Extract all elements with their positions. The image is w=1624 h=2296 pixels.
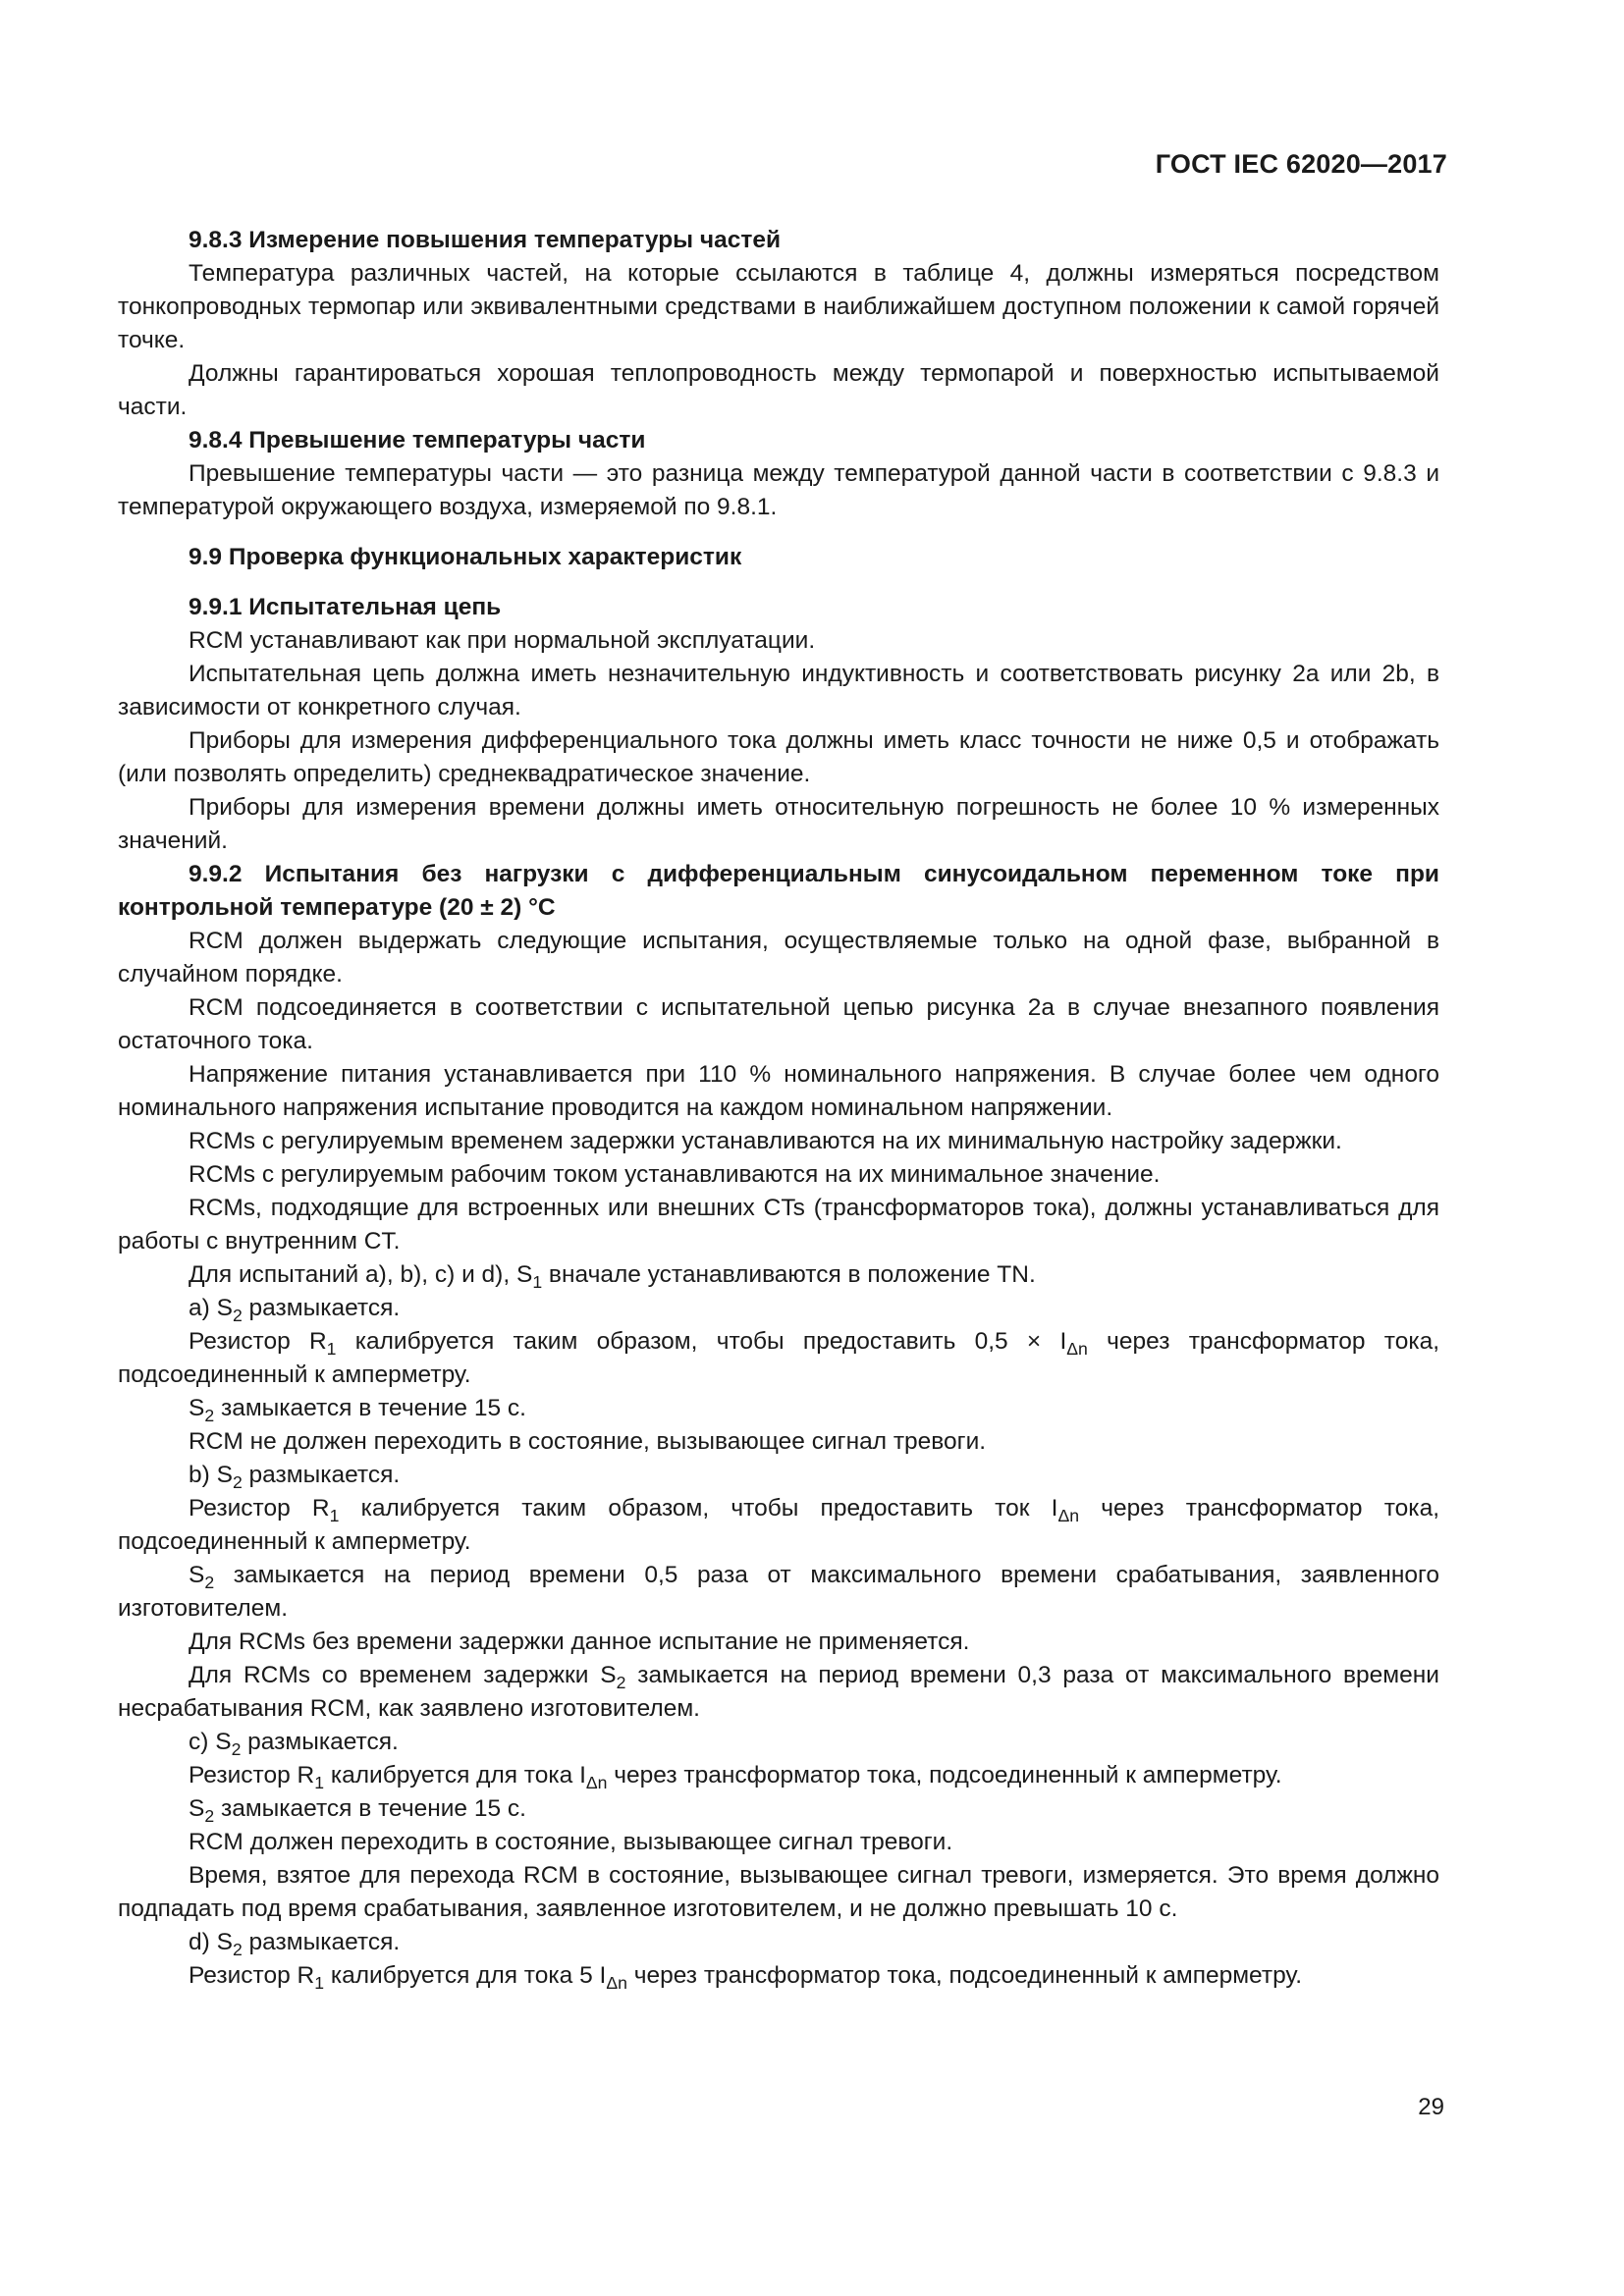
paragraph: Резистор $R_1$ калибруется для тока $I_{\Delta n}$ через трансформатор тока, подсоединенный к амперметру. bbox=[189, 1762, 1282, 1793]
paragraph: Резистор $R_1$ калибруется таким образом, чтобы предоставить ток $I_{\Delta n}$ через трансформатор тока, подсоединенный к амперметру. bbox=[118, 1495, 1439, 1555]
paragraph: Превышение температуры части — это разница между температурой данной части в соответствии с 9.8.3 и температурой окружающего воздуха, измеряемой по 9.8.1. bbox=[118, 460, 1439, 520]
list-item-d: d) $S_2$ размыкается. bbox=[189, 1929, 401, 1960]
paragraph: RCMs с регулируемым рабочим током устанавливаются на их минимальное значение. bbox=[189, 1161, 1161, 1188]
list-item-a: a) $S_2$ размыкается. bbox=[189, 1295, 401, 1326]
paragraph: Должны гарантироваться хорошая теплопроводность между термопарой и поверхностью испытываемой части. bbox=[118, 360, 1439, 420]
paragraph: $S_2$ замыкается в течение 15 с. bbox=[189, 1795, 526, 1827]
paragraph: Испытательная цепь должна иметь незначительную индуктивность и соответствовать рисунку 2a или 2b, в зависимости от конкретного случая. bbox=[118, 661, 1439, 721]
paragraph: RCMs с регулируемым временем задержки устанавливаются на их минимальную настройку задержки. bbox=[189, 1128, 1342, 1154]
paragraph: $S_2$ замыкается в течение 15 с. bbox=[189, 1395, 526, 1426]
heading-9-9-2: 9.9.2 Испытания без нагрузки с дифференциальным синусоидальном переменном токе при контрольной температуре (20 ± 2) °C bbox=[118, 861, 1439, 921]
paragraph: Резистор $R_1$ калибруется для тока 5 $I_{\Delta n}$ через трансформатор тока, подсоединенный к амперметру. bbox=[189, 1962, 1303, 1994]
paragraph: RCMs, подходящие для встроенных или внешних CTs (трансформаторов тока), должны устанавливаться для работы с внутренним CT. bbox=[118, 1195, 1439, 1255]
heading-9-8-4: 9.8.4 Превышение температуры части bbox=[189, 427, 646, 454]
paragraph: RCM подсоединяется в соответствии с испытательной цепью рисунка 2a в случае внезапного появления остаточного тока. bbox=[118, 994, 1439, 1054]
paragraph: Напряжение питания устанавливается при 110 % номинального напряжения. В случае более чем одного номинального напряжения испытание проводится на каждом номинальном напряжении. bbox=[118, 1061, 1439, 1121]
list-item-c: c) $S_2$ размыкается. bbox=[189, 1729, 399, 1760]
list-item-b: b) $S_2$ размыкается. bbox=[189, 1462, 401, 1493]
paragraph: RCM должен переходить в состояние, вызывающее сигнал тревоги. bbox=[189, 1829, 953, 1855]
paragraph: Приборы для измерения дифференциального тока должны иметь класс точности не ниже 0,5 и отображать (или позволять определить) среднеквадратическое значение. bbox=[118, 727, 1439, 787]
page-number: 29 bbox=[1418, 2094, 1444, 2120]
paragraph: Для испытаний a), b), c) и d), $S_1$ вначале устанавливаются в положение TN. bbox=[189, 1261, 1036, 1293]
paragraph: RCM устанавливают как при нормальной эксплуатации. bbox=[189, 627, 816, 654]
paragraph: $S_2$ замыкается на период времени 0,5 раза от максимального времени срабатывания, заявленного изготовителем. bbox=[118, 1562, 1439, 1622]
paragraph: Резистор $R_1$ калибруется таким образом, чтобы предоставить $0,5 \times I_{\Delta n}$ через трансформатор тока, подсоединенный к амперметру. bbox=[118, 1328, 1440, 1388]
heading-9-8-3: 9.8.3 Измерение повышения температуры частей bbox=[189, 227, 782, 253]
paragraph: RCM не должен переходить в состояние, вызывающее сигнал тревоги. bbox=[189, 1428, 987, 1455]
paragraph: Для RCMs со временем задержки $S_2$ замыкается на период времени 0,3 раза от максимального времени несрабатывания RCM, как заявлено изготовителем. bbox=[118, 1662, 1439, 1722]
heading-9-9-1: 9.9.1 Испытательная цепь bbox=[189, 594, 502, 620]
heading-9-9: 9.9 Проверка функциональных характеристик bbox=[189, 544, 742, 570]
paragraph: Температура различных частей, на которые ссылаются в таблице 4, должны измеряться посредством тонкопроводных термопар или эквивалентными средствами в наиближайшем доступном положении к самой горячей точке. bbox=[118, 260, 1439, 353]
paragraph: Приборы для измерения времени должны иметь относительную погрешность не более 10 % измеренных значений. bbox=[118, 794, 1439, 854]
paragraph: RCM должен выдержать следующие испытания, осуществляемые только на одной фазе, выбранной в случайном порядке. bbox=[118, 928, 1439, 988]
document-body bbox=[118, 224, 1439, 1993]
document-id: ГОСТ IEC 62020—2017 bbox=[1155, 149, 1447, 179]
paragraph: Для RCMs без времени задержки данное испытание не применяется. bbox=[189, 1629, 970, 1655]
paragraph: Время, взятое для перехода RCM в состояние, вызывающее сигнал тревоги, измеряется. Это время должно подпадать под время срабатывания, заявленное изготовителем, и не должно превышать 10 с. bbox=[118, 1862, 1439, 1922]
